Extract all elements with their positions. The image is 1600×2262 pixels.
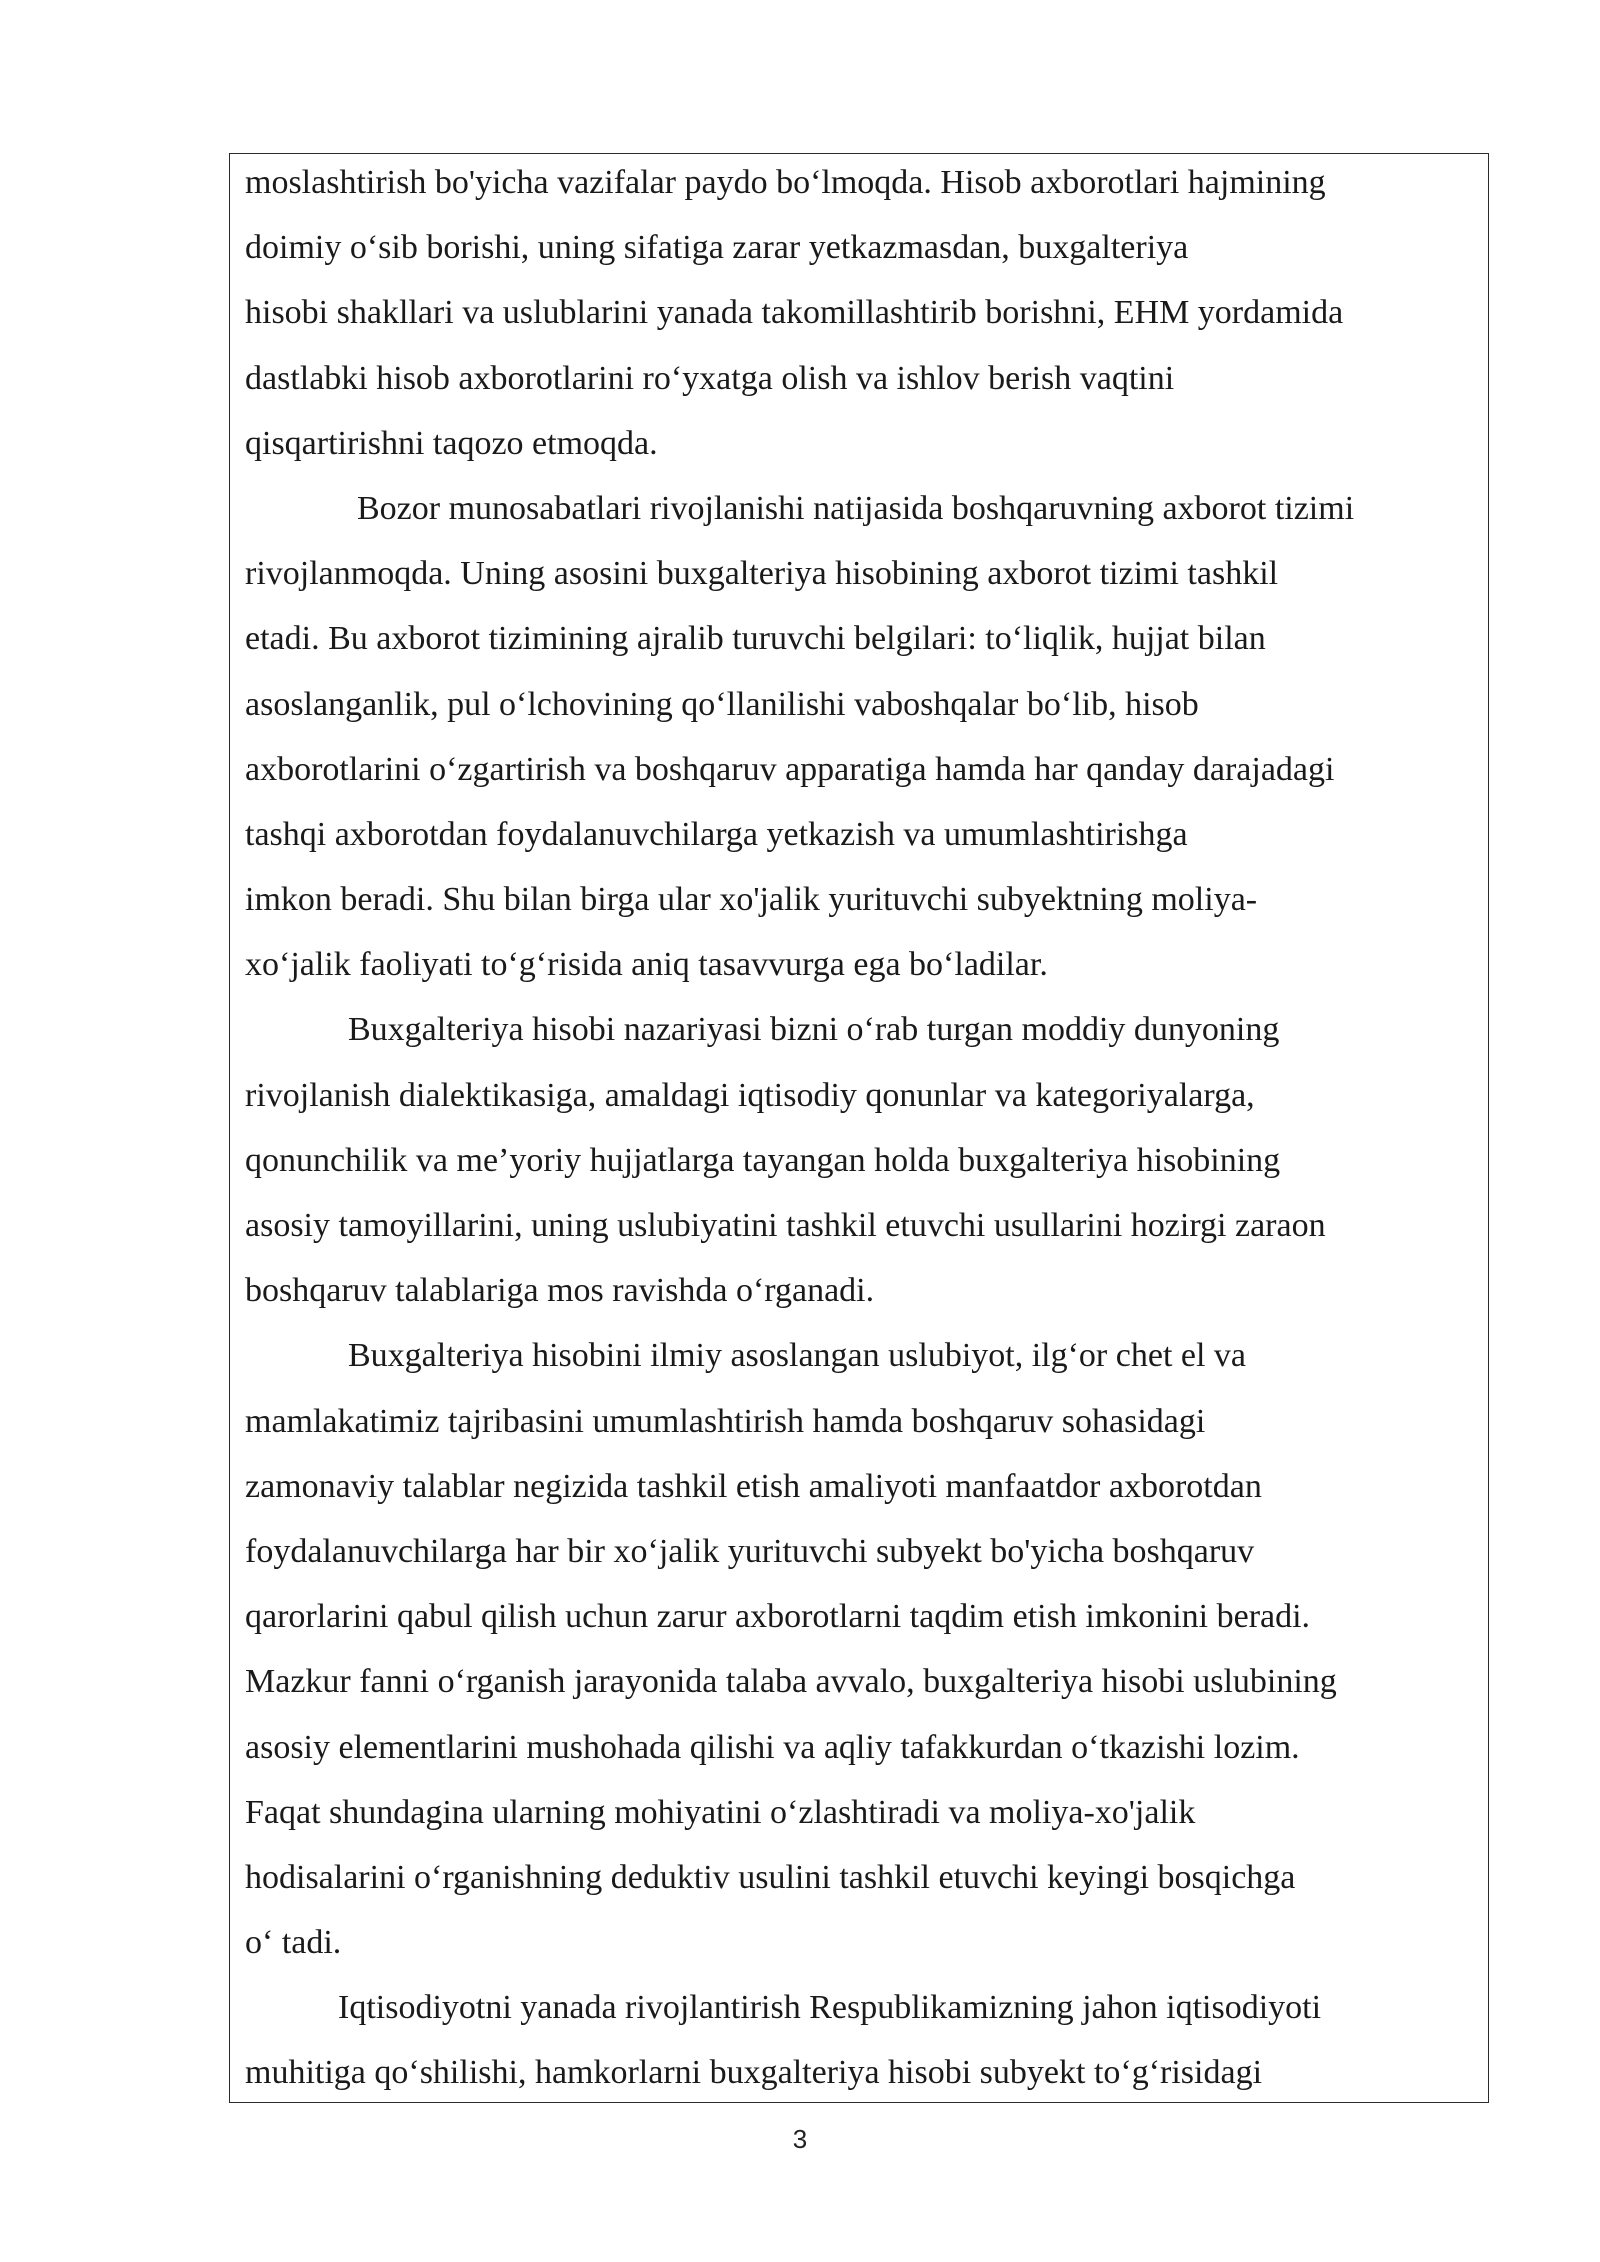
text-line: qarorlarini qabul qilish uchun zarur axborotlarni taqdim etish imkonini beradi. xyxy=(245,1598,1311,1636)
text-line: rivojlanish dialektikasiga, amaldagi iqtisodiy qonunlar va kategoriyalarga, xyxy=(245,1076,1255,1114)
text-line: doimiy o‘sib borishi, uning sifatiga zarar yetkazmasdan, buxgalteriya xyxy=(245,229,1189,267)
text-line: moslashtirish bo'yicha vazifalar paydo bo‘lmoqda. Hisob axborotlari hajmining xyxy=(245,164,1326,201)
text-line: o‘ tadi. xyxy=(245,1924,342,1962)
page-number: 3 xyxy=(792,2124,808,2154)
text-line: dastlabki hisob axborotlarini ro‘yxatga olish va ishlov berish vaqtini xyxy=(245,359,1175,397)
text-line: Faqat shundagina ularning mohiyatini o‘zlashtiradi va moliya-xo'jalik xyxy=(245,1793,1196,1831)
paragraph-start-line: Iqtisodiyotni yanada rivojlantirish Respublikamizning jahon iqtisodiyoti xyxy=(338,1989,1322,2027)
paragraph-start-line: Bozor munosabatlari rivojlanishi natijasida boshqaruvning axborot tizimi xyxy=(357,489,1355,527)
text-line: etadi. Bu axborot tizimining ajralib turuvchi belgilari: to‘liqlik, hujjat bilan xyxy=(245,620,1266,658)
text-line: asoslanganlik, pul o‘lchovining qo‘llanilishi vaboshqalar bo‘lib, hisob xyxy=(245,685,1199,723)
text-line: mamlakatimiz tajribasini umumlashtirish hamda boshqaruv sohasidagi xyxy=(245,1402,1206,1440)
text-line: zamonaviy talablar negizida tashkil etish amaliyoti manfaatdor axborotdan xyxy=(245,1467,1262,1505)
text-line: hisobi shakllari va uslublarini yanada takomillashtirib borishni, EHM yordamida xyxy=(245,294,1344,332)
text-line: qonunchilik va me’yoriy hujjatlarga tayangan holda buxgalteriya hisobining xyxy=(245,1141,1281,1179)
text-line: tashqi axborotdan foydalanuvchilarga yetkazish va umumlashtirishga xyxy=(245,815,1188,853)
text-line: asosiy elementlarini mushohada qilishi va aqliy tafakkurdan o‘tkazishi lozim. xyxy=(245,1728,1300,1766)
text-line: boshqaruv talablariga mos ravishda o‘rganadi. xyxy=(245,1272,875,1310)
text-line: foydalanuvchilarga har bir xo‘jalik yurituvchi subyekt bo'yicha boshqaruv xyxy=(245,1532,1255,1570)
document-body xyxy=(245,150,1480,2106)
text-line: xo‘jalik faoliyati to‘g‘risida aniq tasavvurga ega bo‘ladilar. xyxy=(245,946,1048,984)
text-line: rivojlanmoqda. Uning asosini buxgalteriya hisobining axborot tizimi tashkil xyxy=(245,555,1279,593)
text-line: Mazkur fanni o‘rganish jarayonida talaba avvalo, buxgalteriya hisobi uslubining xyxy=(245,1663,1337,1701)
text-line: axborotlarini o‘zgartirish va boshqaruv apparatiga hamda har qanday darajadagi xyxy=(245,750,1335,788)
paragraph-start-line: Buxgalteriya hisobi nazariyasi bizni o‘rab turgan moddiy dunyoning xyxy=(348,1011,1280,1049)
text-line: hodisalarini o‘rganishning deduktiv usulini tashkil etuvchi keyingi bosqichga xyxy=(245,1858,1296,1896)
text-line: qisqartirishni taqozo etmoqda. xyxy=(245,424,658,462)
text-line: imkon beradi. Shu bilan birga ular xo'jalik yurituvchi subyektning moliya- xyxy=(245,881,1258,919)
paragraph-start-line: Buxgalteriya hisobini ilmiy asoslangan uslubiyot, ilg‘or chet el va xyxy=(348,1337,1247,1375)
text-line: muhitiga qo‘shilishi, hamkorlarni buxgalteriya hisobi subyekt to‘g‘risidagi xyxy=(245,2054,1263,2092)
text-line: asosiy tamoyillarini, uning uslubiyatini tashkil etuvchi usullarini hozirgi zaraon xyxy=(245,1207,1326,1244)
